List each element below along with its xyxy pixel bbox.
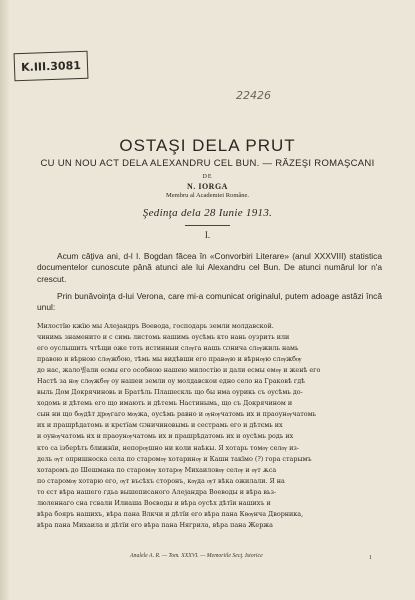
slavonic-line: Милостїю кжїю мы Алеѯандръ Воеводa, господарь земли молдавской. (37, 322, 274, 330)
page-edge-shadow (0, 0, 10, 600)
slavonic-line: хотаромъ до Шешмана по старомѹ хотарѹ Михаиловѹ селѹ и ѹт ѫса (37, 465, 277, 474)
slavonic-line: сын ни що бѹдѣт дрѹгаго мѹжа, оусѣмь равно и ѹнѹчатомь их и праоунѹчатомь (37, 410, 317, 419)
slavonic-line: ходомь и дѣтемь его що имають и дѣтемь Настинымь, що съ Докрячином и (37, 399, 293, 408)
session-date: Şedinţa dela 28 Iunie 1913. (142, 207, 273, 219)
slavonic-line: до нас, жало별али есмы его особною нашею милостію и дали есмы емѹ и женѣ его (37, 366, 321, 375)
article-title: OSTAŞI DELA PRUT (119, 136, 296, 155)
slavonic-line: вѣра бояръ нашихъ, вѣра пана Влкчи и дѣтїи его вѣра пана Кѳѹнча Дворника, (37, 509, 304, 518)
slavonic-line: его оуслышить чтѣщи оже тоть истинныи слѹга нашь Ѡнича слѹжиль намь (37, 344, 299, 353)
slavonic-line: и оунѹчатомь их и праоунѹчатомь их и прашрѣдатомь их и оусѣмь родь их (37, 432, 294, 441)
slavonic-document-text (37, 321, 382, 531)
slavonic-line: их и прашрѣдатомь и крєтїам Ѡничиновымь и сестрамь его и дѣтємь их (37, 421, 283, 430)
library-shelfmark-stamp: K.III.3081 (14, 51, 89, 82)
page-number: 1 (369, 555, 372, 561)
author-name: N. IORGA (187, 182, 228, 191)
body-paragraph-2: Prin bunăvoinţa d-lui Verona, care mi-a comunicat originalul, putem adoage astăzi încă unul: (37, 291, 382, 313)
slavonic-line: выль Дом Докрячиновь и Братѣль Плашескль що бы нма оурикь съ оусѣмь до- (37, 388, 303, 397)
byline-preposition: DE (202, 174, 213, 180)
slavonic-line: дель ѹт опришноска села по старомѹ хотаринѹ и Кашн такїмо (?) гора старымъ (37, 454, 312, 463)
journal-citation: Analele A. R. — Tom. XXXVI. — Memoriile Secţ. Istorice (130, 553, 263, 559)
slavonic-line: вѣра пана Михаила и дѣтїи его вѣра пана Нягрила, вѣра пана Жержа (37, 520, 273, 529)
slavonic-line: Настѣ за нѹ слѹжбѹ оу нашеи земли оу молдавскои едно село на Граковѣ гдѣ (37, 377, 305, 386)
slavonic-line: чинимь знаменито и с симь листомь нашимь оусѣмь кто нань оузрить или (37, 333, 290, 342)
slavonic-line: по старомѹ хотарю его, ѹт въсѣхъ сторонъ, кѹда ѹт вѣка ожилали. Я на (37, 476, 285, 485)
section-number: I. (204, 230, 211, 240)
author-affiliation: Membru al Academiei Române. (165, 192, 250, 199)
body-paragraph-1: Acum câţiva ani, d-l I. Bogdan făcea în «Convorbiri Literare» (anul XXXVIII) statistica documentelor cunoscute până atunci ale lui Alexandru cel Bun. De atunci numărul lor n'a crescut. (37, 251, 382, 284)
article-subtitle: CU UN NOU ACT DELA ALEXANDRU CEL BUN. — RĂZEŞI ROMAŞCANI (40, 158, 375, 169)
pencil-inventory-note: 22426 (236, 89, 271, 102)
section-divider (185, 225, 230, 226)
slavonic-line: люленнаго сна гсвали Илиаша Воєводы и вѣра оусѣх дѣтїи нашихъ и (37, 498, 271, 507)
slavonic-line: то єст вѣра нашего гдьа вышеписаного Алеѯандра Воеводы и вѣра вьз- (37, 487, 277, 496)
slavonic-line: правою и вѣрною слѹжбою, тѣмь мы видѣвши его правѹю и вѣрнѹю слѹжбѹ (37, 355, 302, 364)
slavonic-line: кто са ізберѣть ближнїи, непорѹшно ни коли наѣкы. Я хотарь томѹ селѹ из- (37, 443, 299, 452)
